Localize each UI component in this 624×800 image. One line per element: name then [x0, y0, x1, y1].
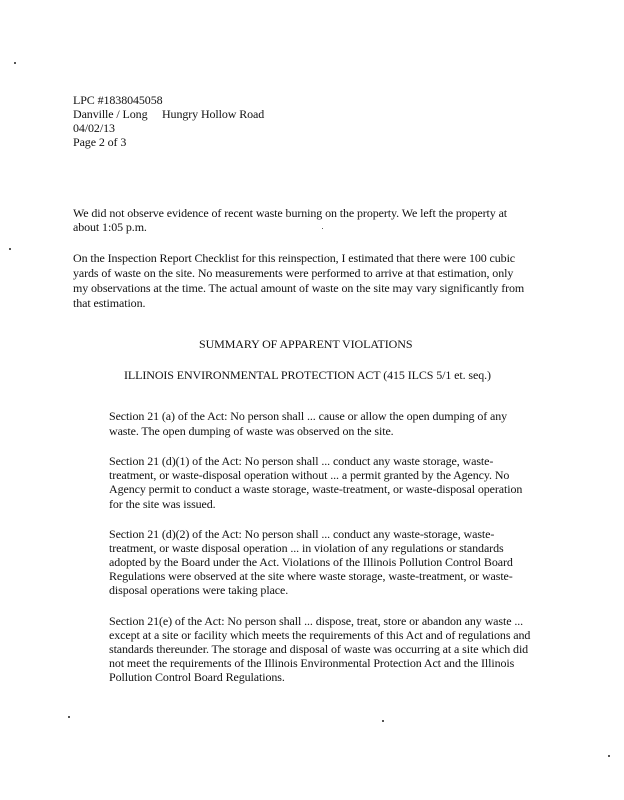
section-21d2-line-1: Section 21 (d)(2) of the Act: No person shall ... conduct any waste-storage, waste- [109, 527, 495, 541]
section-21e-line-1: Section 21(e) of the Act: No person shall ... dispose, treat, store or abandon any waste ... [109, 614, 524, 628]
scan-speck [9, 248, 11, 250]
section-21d2-line-3: adopted by the Board under the Act. Violations of the Illinois Pollution Control Board [109, 555, 513, 569]
summary-title: SUMMARY OF APPARENT VIOLATIONS [199, 337, 413, 351]
section-21e-line-3: standards thereunder. The storage and disposal of waste was occurring at a site which did [109, 642, 529, 656]
scan-speck [382, 720, 384, 722]
scan-speck [608, 755, 610, 757]
page-number: Page 2 of 3 [73, 135, 127, 149]
section-21e-line-2: except at a site or facility which meets the requirements of this Act and of regulations and [109, 628, 531, 642]
section-21e-line-4: not meet the requirements of the Illinois Environmental Protection Act and the Illinois [109, 656, 515, 670]
paragraph-1-line-1: We did not observe evidence of recent waste burning on the property. We left the property at [73, 206, 508, 220]
paragraph-2-line-3: my observations at the time. The actual amount of waste on the site may vary significantly from [73, 281, 525, 295]
section-21d2-line-2: treatment, or waste disposal operation ... in violation of any regulations or standards [109, 541, 504, 555]
report-date: 04/02/13 [73, 121, 115, 135]
paragraph-2-line-1: On the Inspection Report Checklist for this reinspection, I estimated that there were 100 cubic [73, 251, 516, 265]
section-21d2-line-5: disposal operations were taking place. [109, 583, 289, 597]
section-21d1-line-1: Section 21 (d)(1) of the Act: No person shall ... conduct any waste storage, waste- [109, 454, 494, 468]
section-21d2-line-4: Regulations were observed at the site where waste storage, waste-treatment, or waste- [109, 569, 513, 583]
section-21d1-line-3: Agency permit to conduct a waste storage, waste-treatment, or waste-disposal operation [109, 482, 523, 496]
section-21d1-line-2: treatment, or waste-disposal operation without ... a permit granted by the Agency. No [109, 468, 510, 482]
act-title: ILLINOIS ENVIRONMENTAL PROTECTION ACT (415 ILCS 5/1 et. seq.) [124, 368, 491, 382]
paragraph-2-line-4: that estimation. [73, 296, 146, 310]
site-location: Danville / Long Hungry Hollow Road [73, 107, 265, 121]
scan-speck [322, 228, 323, 229]
scan-speck [68, 716, 70, 718]
section-21e-line-5: Pollution Control Board Regulations. [109, 670, 285, 684]
section-21a-line-1: Section 21 (a) of the Act: No person shall ... cause or allow the open dumping of any [109, 409, 508, 423]
paragraph-2-line-2: yards of waste on the site. No measurements were performed to arrive at that estimation, only [73, 266, 514, 280]
scan-speck [14, 62, 16, 64]
paragraph-1-line-2: about 1:05 p.m. [73, 220, 147, 234]
lpc-number: LPC #1838045058 [73, 93, 163, 107]
section-21a-line-2: waste. The open dumping of waste was observed on the site. [109, 424, 394, 438]
section-21d1-line-4: for the site was issued. [109, 497, 216, 511]
